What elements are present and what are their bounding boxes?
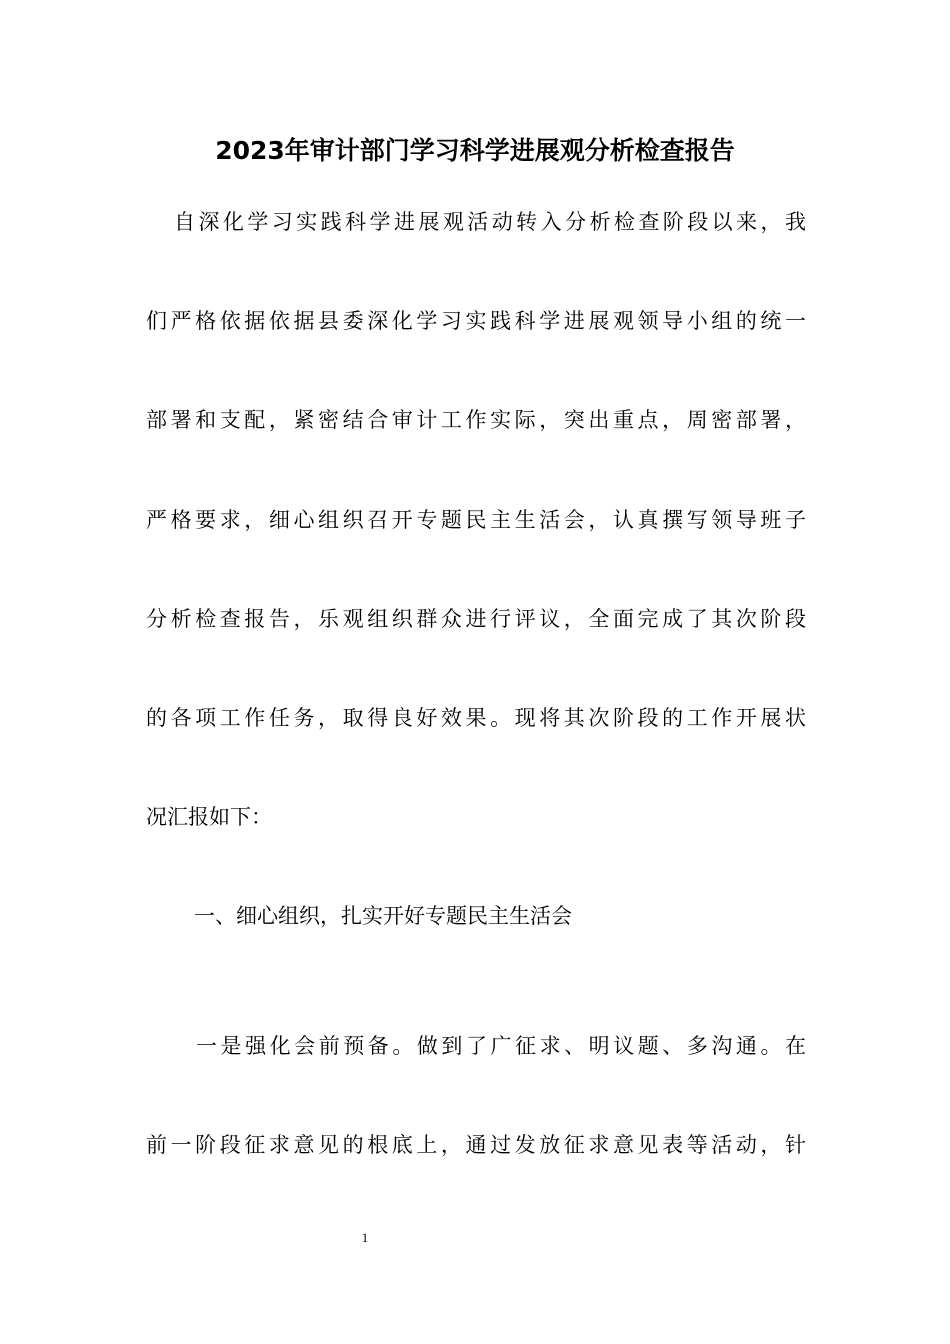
paragraph-line: 严格要求，细心组织召开专题民主生活会，认真撰写领导班子 [146,508,806,532]
paragraph-line: 一是强化会前预备。做到了广征求、明议题、多沟通。在 [196,1034,806,1058]
section-heading: 一、细心组织，扎实开好专题民主生活会 [194,904,572,928]
paragraph-line: 况汇报如下： [146,805,272,829]
page-number: 1 [361,1230,369,1245]
paragraph-line: 自深化学习实践科学进展观活动转入分析检查阶段以来，我 [174,210,806,234]
paragraph-line: 的各项工作任务，取得良好效果。现将其次阶段的工作开展状 [146,706,806,730]
paragraph-line: 分析检查报告，乐观组织群众进行评议，全面完成了其次阶段 [146,607,806,631]
paragraph-line: 们严格依据依据县委深化学习实践科学进展观领导小组的统一 [146,309,806,333]
document-title: 2023年审计部门学习科学进展观分析检查报告 [215,136,735,165]
paragraph-line: 部署和支配，紧密结合审计工作实际，突出重点，周密部署， [146,408,806,432]
paragraph-line: 前一阶段征求意见的根底上，通过发放征求意见表等活动，针 [146,1133,806,1157]
